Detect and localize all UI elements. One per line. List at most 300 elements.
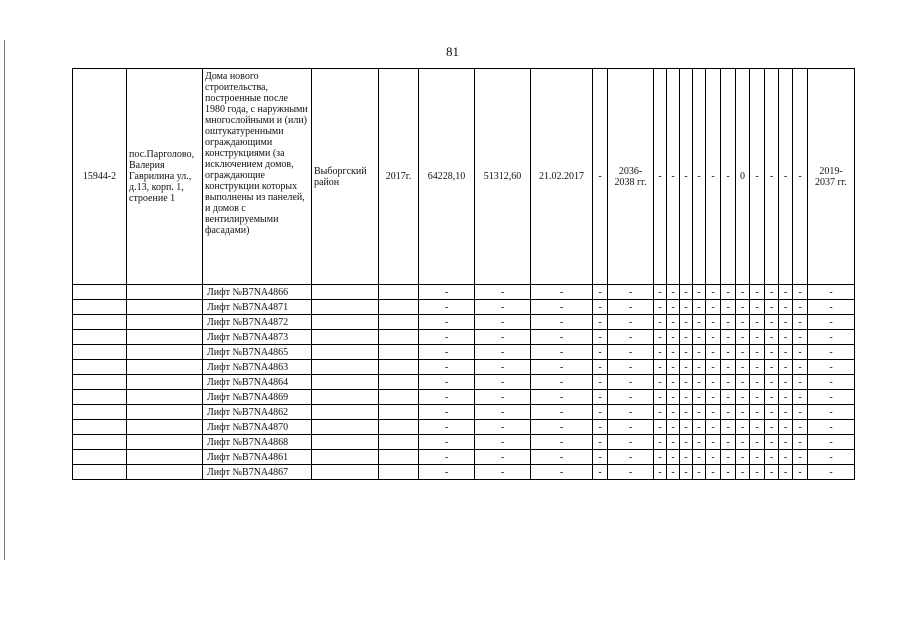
small-value-cell: - (721, 69, 736, 285)
lift-dash-cell: - (721, 390, 736, 405)
empty-cell (312, 285, 379, 300)
lift-dash-cell: - (706, 420, 721, 435)
lift-dash-cell: - (808, 420, 855, 435)
lift-dash-cell: - (808, 285, 855, 300)
empty-cell (379, 285, 419, 300)
lift-dash-cell: - (808, 345, 855, 360)
lift-dash-cell: - (793, 315, 808, 330)
lift-dash-cell: - (793, 465, 808, 480)
address-cell: пос.Парголово, Валерия Гаврилина ул., д.13, корп. 1, строение 1 (127, 69, 203, 285)
lift-dash-cell: - (654, 345, 667, 360)
lift-dash-cell: - (693, 450, 706, 465)
empty-cell (312, 465, 379, 480)
lift-dash-cell: - (475, 315, 531, 330)
table-row-lift (73, 450, 855, 465)
lift-dash-cell: - (765, 285, 779, 300)
lift-dash-cell: - (680, 300, 693, 315)
empty-cell (379, 420, 419, 435)
lift-dash-cell: - (475, 360, 531, 375)
empty-cell (73, 450, 127, 465)
lift-dash-cell: - (706, 285, 721, 300)
lift-dash-cell: - (667, 375, 680, 390)
lift-dash-cell: - (750, 375, 765, 390)
empty-cell (73, 300, 127, 315)
lift-dash-cell: - (608, 390, 654, 405)
lift-dash-cell: - (793, 390, 808, 405)
empty-cell (73, 345, 127, 360)
lift-dash-cell: - (667, 405, 680, 420)
lift-dash-cell: - (419, 315, 475, 330)
empty-cell (312, 360, 379, 375)
lift-dash-cell: - (779, 465, 793, 480)
lift-dash-cell: - (750, 345, 765, 360)
lift-dash-cell: - (693, 375, 706, 390)
lift-dash-cell: - (593, 345, 608, 360)
lift-dash-cell: - (765, 465, 779, 480)
lift-dash-cell: - (419, 285, 475, 300)
lift-dash-cell: - (680, 390, 693, 405)
lift-dash-cell: - (680, 285, 693, 300)
lift-dash-cell: - (765, 300, 779, 315)
lift-dash-cell: - (654, 405, 667, 420)
lift-dash-cell: - (693, 345, 706, 360)
empty-cell (73, 330, 127, 345)
lift-dash-cell: - (667, 285, 680, 300)
lift-dash-cell: - (419, 450, 475, 465)
lift-dash-cell: - (680, 345, 693, 360)
district-cell: Выборгский район (312, 69, 379, 285)
empty-cell (379, 315, 419, 330)
lift-dash-cell: - (736, 390, 750, 405)
empty-cell (127, 450, 203, 465)
empty-cell (312, 300, 379, 315)
empty-cell (73, 420, 127, 435)
small-value-cell: - (750, 69, 765, 285)
lift-dash-cell: - (736, 315, 750, 330)
lift-dash-cell: - (531, 375, 593, 390)
lift-dash-cell: - (531, 390, 593, 405)
table-row-lift (73, 315, 855, 330)
lift-dash-cell: - (419, 435, 475, 450)
table-row-lift (73, 345, 855, 360)
empty-cell (127, 300, 203, 315)
small-value-cell: - (779, 69, 793, 285)
lift-dash-cell: - (593, 315, 608, 330)
lift-dash-cell: - (750, 285, 765, 300)
lift-dash-cell: - (765, 375, 779, 390)
lift-dash-cell: - (608, 450, 654, 465)
area-living-cell: 51312,60 (475, 69, 531, 285)
lift-dash-cell: - (808, 390, 855, 405)
lift-dash-cell: - (593, 285, 608, 300)
lift-dash-cell: - (667, 465, 680, 480)
lift-dash-cell: - (608, 345, 654, 360)
lift-dash-cell: - (608, 285, 654, 300)
lift-dash-cell: - (706, 405, 721, 420)
lift-dash-cell: - (765, 435, 779, 450)
lift-dash-cell: - (736, 375, 750, 390)
lift-dash-cell: - (593, 405, 608, 420)
empty-cell (73, 360, 127, 375)
lift-name-cell: Лифт №B7NA4863 (203, 360, 312, 375)
lift-dash-cell: - (693, 300, 706, 315)
lift-dash-cell: - (793, 300, 808, 315)
lift-dash-cell: - (765, 420, 779, 435)
lift-dash-cell: - (531, 420, 593, 435)
lift-dash-cell: - (750, 390, 765, 405)
house-id-cell: 15944-2 (73, 69, 127, 285)
lift-dash-cell: - (419, 420, 475, 435)
empty-cell (73, 465, 127, 480)
empty-cell (379, 405, 419, 420)
lift-dash-cell: - (808, 360, 855, 375)
lift-dash-cell: - (765, 390, 779, 405)
lift-dash-cell: - (608, 375, 654, 390)
lift-name-cell: Лифт №B7NA4873 (203, 330, 312, 345)
lift-dash-cell: - (779, 375, 793, 390)
lift-dash-cell: - (793, 435, 808, 450)
lift-name-cell: Лифт №B7NA4867 (203, 465, 312, 480)
lift-dash-cell: - (475, 405, 531, 420)
lift-dash-cell: - (475, 450, 531, 465)
lift-dash-cell: - (721, 420, 736, 435)
lift-dash-cell: - (667, 300, 680, 315)
lift-dash-cell: - (475, 285, 531, 300)
lift-dash-cell: - (419, 330, 475, 345)
lift-dash-cell: - (654, 330, 667, 345)
lift-dash-cell: - (593, 300, 608, 315)
lift-dash-cell: - (808, 405, 855, 420)
empty-cell (73, 285, 127, 300)
lift-name-cell: Лифт №B7NA4868 (203, 435, 312, 450)
lift-name-cell: Лифт №B7NA4862 (203, 405, 312, 420)
table-row-lift (73, 360, 855, 375)
table-row-lift (73, 285, 855, 300)
small-value-cell: - (654, 69, 667, 285)
lift-dash-cell: - (667, 360, 680, 375)
lift-dash-cell: - (736, 435, 750, 450)
lift-dash-cell: - (608, 315, 654, 330)
lift-dash-cell: - (531, 300, 593, 315)
small-value-cell: - (793, 69, 808, 285)
lift-name-cell: Лифт №B7NA4865 (203, 345, 312, 360)
lift-dash-cell: - (475, 435, 531, 450)
small-value-cell: - (706, 69, 721, 285)
empty-cell (379, 300, 419, 315)
lift-dash-cell: - (779, 450, 793, 465)
lift-dash-cell: - (593, 465, 608, 480)
lift-dash-cell: - (608, 330, 654, 345)
lift-dash-cell: - (593, 390, 608, 405)
scan-edge-mark (4, 40, 5, 560)
year-cell: 2017г. (379, 69, 419, 285)
lift-dash-cell: - (419, 345, 475, 360)
lift-dash-cell: - (706, 330, 721, 345)
lift-dash-cell: - (765, 315, 779, 330)
empty-cell (127, 330, 203, 345)
lift-dash-cell: - (779, 360, 793, 375)
lift-dash-cell: - (654, 390, 667, 405)
empty-cell (127, 390, 203, 405)
small-value-cell: - (693, 69, 706, 285)
lift-name-cell: Лифт №B7NA4870 (203, 420, 312, 435)
lift-dash-cell: - (793, 405, 808, 420)
lift-dash-cell: - (765, 360, 779, 375)
empty-cell (127, 315, 203, 330)
empty-cell (379, 375, 419, 390)
lift-dash-cell: - (654, 375, 667, 390)
lift-dash-cell: - (531, 435, 593, 450)
lift-dash-cell: - (608, 465, 654, 480)
lift-dash-cell: - (793, 420, 808, 435)
lift-dash-cell: - (779, 285, 793, 300)
lift-dash-cell: - (475, 345, 531, 360)
lift-dash-cell: - (721, 450, 736, 465)
lift-name-cell: Лифт №B7NA4871 (203, 300, 312, 315)
lift-dash-cell: - (593, 435, 608, 450)
lift-dash-cell: - (608, 435, 654, 450)
lift-name-cell: Лифт №B7NA4872 (203, 315, 312, 330)
empty-cell (73, 435, 127, 450)
lift-dash-cell: - (693, 360, 706, 375)
lift-dash-cell: - (736, 420, 750, 435)
lift-dash-cell: - (531, 450, 593, 465)
empty-cell (379, 390, 419, 405)
lift-dash-cell: - (419, 375, 475, 390)
lift-dash-cell: - (680, 420, 693, 435)
lift-dash-cell: - (680, 315, 693, 330)
lift-dash-cell: - (808, 465, 855, 480)
lift-dash-cell: - (736, 405, 750, 420)
lift-dash-cell: - (531, 285, 593, 300)
table-row-lift (73, 405, 855, 420)
lift-dash-cell: - (593, 450, 608, 465)
register-table (72, 68, 855, 480)
lift-dash-cell: - (593, 360, 608, 375)
lift-dash-cell: - (765, 330, 779, 345)
lift-dash-cell: - (721, 285, 736, 300)
table-row-lift (73, 300, 855, 315)
description-cell: Дома нового строительства, построенные после 1980 года, с наружными многослойными и (или) оштукатуренными ограждающими конструкциями (за исключением домов, ограждающие конструкции которых выполнены из панелей, и домов с вентилируемыми фасадами) (203, 69, 312, 285)
lift-dash-cell: - (721, 330, 736, 345)
lift-dash-cell: - (667, 390, 680, 405)
lift-dash-cell: - (793, 330, 808, 345)
empty-cell (127, 465, 203, 480)
empty-cell (312, 375, 379, 390)
empty-cell (73, 405, 127, 420)
lift-dash-cell: - (706, 345, 721, 360)
empty-cell (379, 360, 419, 375)
lift-dash-cell: - (721, 315, 736, 330)
lift-dash-cell: - (419, 300, 475, 315)
lift-dash-cell: - (706, 360, 721, 375)
lift-dash-cell: - (721, 405, 736, 420)
empty-cell (73, 315, 127, 330)
lift-dash-cell: - (667, 345, 680, 360)
lift-dash-cell: - (721, 465, 736, 480)
lift-dash-cell: - (654, 315, 667, 330)
empty-cell (73, 375, 127, 390)
lift-dash-cell: - (667, 315, 680, 330)
empty-cell (312, 435, 379, 450)
lift-dash-cell: - (736, 330, 750, 345)
dash-cell: - (593, 69, 608, 285)
lift-dash-cell: - (667, 435, 680, 450)
table-row-lift (73, 465, 855, 480)
empty-cell (127, 360, 203, 375)
lift-name-cell: Лифт №B7NA4864 (203, 375, 312, 390)
empty-cell (312, 315, 379, 330)
lift-dash-cell: - (593, 330, 608, 345)
date-cell: 21.02.2017 (531, 69, 593, 285)
empty-cell (379, 345, 419, 360)
period-2-cell: 2019-2037 гг. (808, 69, 855, 285)
lift-dash-cell: - (793, 285, 808, 300)
lift-dash-cell: - (608, 405, 654, 420)
lift-dash-cell: - (475, 330, 531, 345)
lift-dash-cell: - (779, 435, 793, 450)
small-value-cell: 0 (736, 69, 750, 285)
lift-dash-cell: - (419, 360, 475, 375)
empty-cell (127, 345, 203, 360)
lift-dash-cell: - (531, 345, 593, 360)
lift-dash-cell: - (765, 450, 779, 465)
lift-name-cell: Лифт №B7NA4866 (203, 285, 312, 300)
lift-dash-cell: - (750, 330, 765, 345)
empty-cell (127, 435, 203, 450)
lift-dash-cell: - (680, 375, 693, 390)
lift-dash-cell: - (706, 390, 721, 405)
lift-dash-cell: - (779, 405, 793, 420)
lift-dash-cell: - (475, 375, 531, 390)
lift-dash-cell: - (736, 345, 750, 360)
lift-dash-cell: - (654, 420, 667, 435)
lift-dash-cell: - (475, 420, 531, 435)
lift-dash-cell: - (808, 435, 855, 450)
lift-dash-cell: - (608, 360, 654, 375)
lift-dash-cell: - (419, 390, 475, 405)
lift-dash-cell: - (680, 435, 693, 450)
lift-dash-cell: - (750, 300, 765, 315)
lift-dash-cell: - (793, 345, 808, 360)
empty-cell (312, 390, 379, 405)
lift-dash-cell: - (808, 300, 855, 315)
lift-dash-cell: - (706, 465, 721, 480)
lift-dash-cell: - (608, 420, 654, 435)
lift-dash-cell: - (608, 300, 654, 315)
lift-dash-cell: - (475, 465, 531, 480)
lift-dash-cell: - (654, 285, 667, 300)
lift-dash-cell: - (419, 465, 475, 480)
lift-dash-cell: - (736, 300, 750, 315)
lift-dash-cell: - (531, 360, 593, 375)
lift-dash-cell: - (593, 420, 608, 435)
empty-cell (127, 285, 203, 300)
empty-cell (73, 390, 127, 405)
table-row-main (73, 69, 855, 285)
table-row-lift (73, 420, 855, 435)
lift-dash-cell: - (654, 300, 667, 315)
lift-dash-cell: - (680, 465, 693, 480)
area-total-cell: 64228,10 (419, 69, 475, 285)
lift-dash-cell: - (693, 285, 706, 300)
lift-dash-cell: - (680, 405, 693, 420)
small-value-cell: - (765, 69, 779, 285)
lift-dash-cell: - (808, 330, 855, 345)
lift-dash-cell: - (693, 435, 706, 450)
table-row-lift (73, 375, 855, 390)
table-row-lift (73, 435, 855, 450)
lift-dash-cell: - (531, 465, 593, 480)
empty-cell (379, 450, 419, 465)
lift-dash-cell: - (475, 390, 531, 405)
lift-dash-cell: - (706, 435, 721, 450)
lift-dash-cell: - (693, 330, 706, 345)
lift-dash-cell: - (765, 345, 779, 360)
empty-cell (379, 465, 419, 480)
lift-dash-cell: - (779, 300, 793, 315)
lift-dash-cell: - (808, 375, 855, 390)
small-value-cell: - (680, 69, 693, 285)
lift-dash-cell: - (750, 405, 765, 420)
small-value-cell: - (667, 69, 680, 285)
lift-dash-cell: - (531, 330, 593, 345)
lift-dash-cell: - (419, 405, 475, 420)
lift-dash-cell: - (693, 405, 706, 420)
lift-dash-cell: - (531, 315, 593, 330)
lift-dash-cell: - (779, 315, 793, 330)
lift-dash-cell: - (654, 360, 667, 375)
lift-dash-cell: - (654, 465, 667, 480)
lift-dash-cell: - (779, 330, 793, 345)
lift-dash-cell: - (680, 360, 693, 375)
lift-dash-cell: - (680, 330, 693, 345)
table-row-lift (73, 390, 855, 405)
lift-dash-cell: - (808, 315, 855, 330)
lift-dash-cell: - (706, 300, 721, 315)
lift-dash-cell: - (531, 405, 593, 420)
lift-name-cell: Лифт №B7NA4861 (203, 450, 312, 465)
lift-dash-cell: - (721, 345, 736, 360)
lift-dash-cell: - (779, 390, 793, 405)
lift-dash-cell: - (736, 465, 750, 480)
lift-dash-cell: - (693, 390, 706, 405)
lift-dash-cell: - (736, 285, 750, 300)
lift-dash-cell: - (750, 315, 765, 330)
lift-dash-cell: - (693, 465, 706, 480)
lift-dash-cell: - (667, 420, 680, 435)
lift-dash-cell: - (736, 360, 750, 375)
lift-dash-cell: - (680, 450, 693, 465)
lift-dash-cell: - (779, 420, 793, 435)
lift-dash-cell: - (750, 420, 765, 435)
table-row-lift (73, 330, 855, 345)
lift-dash-cell: - (808, 450, 855, 465)
lift-dash-cell: - (721, 375, 736, 390)
lift-dash-cell: - (793, 375, 808, 390)
empty-cell (127, 405, 203, 420)
lift-dash-cell: - (779, 345, 793, 360)
empty-cell (312, 330, 379, 345)
lift-name-cell: Лифт №B7NA4869 (203, 390, 312, 405)
empty-cell (312, 450, 379, 465)
lift-dash-cell: - (667, 450, 680, 465)
lift-dash-cell: - (593, 375, 608, 390)
lift-dash-cell: - (475, 300, 531, 315)
empty-cell (379, 330, 419, 345)
page-number: 81 (446, 44, 459, 59)
lift-dash-cell: - (667, 330, 680, 345)
